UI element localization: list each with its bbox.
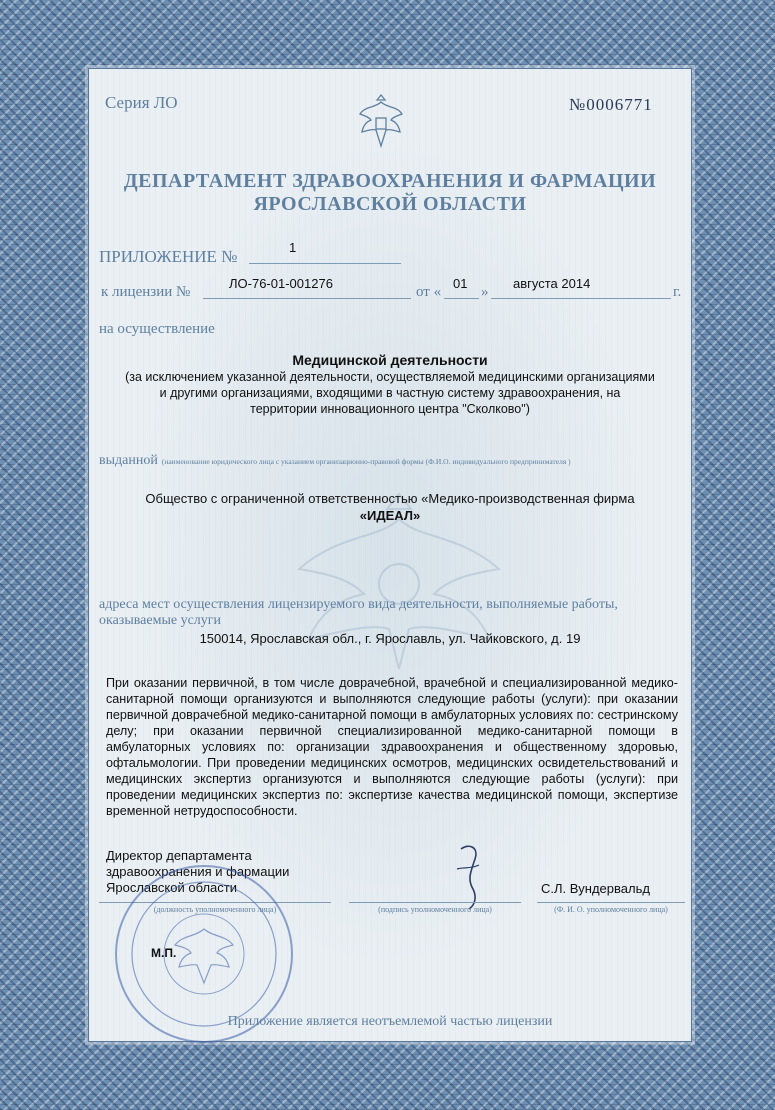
date-prefix: от « — [416, 284, 442, 300]
year-suffix: г. — [673, 284, 682, 300]
services-description: При оказании первичной, в том числе доврачебной, врачебной и специализированной медико-санитарной помощи организуются и выполняются следующие работы (услуги): при оказании первичной доврачебной медико-санитарной помощи в амбулаторных условиях по: сестринскому делу; при оказании первичной специализированной медико-санитарной помощи в амбулаторных условиях по: организации здравоохранения и общественному здоровью, офтальмологии. При проведении медицинских осмотров, медицинских освидетельствований и медицинских экспертиз организуются и выполняются следующие работы (услуги): при проведении медицинских экспертиз по: экспертизе качества медицинской помощи, экспертизе временной нетрудоспособности. — [106, 676, 678, 818]
organization-name-line2: «ИДЕАЛ» — [359, 508, 421, 523]
appendix-label: ПРИЛОЖЕНИЕ № — [99, 247, 238, 266]
signatory-name: С.Л. Вундервальд — [541, 881, 650, 896]
address-label: адреса мест осуществления лицензируемого вида деятельности, выполняемые работы, оказываемые услуги — [99, 597, 618, 628]
department-title-line1: ДЕПАРТАМЕНТ ЗДРАВООХРАНЕНИЯ И ФАРМАЦИИ — [123, 170, 657, 192]
activity-label: на осуществление — [99, 321, 215, 337]
caption-name: (Ф. И. О. уполномоченного лица) — [554, 905, 668, 914]
activity-note — [89, 369, 691, 417]
caption-position: (должность уполномоченного лица) — [153, 905, 277, 914]
activity-note-line3: территории инновационного центра "Сколково") — [250, 402, 530, 416]
license-month-year: августа 2014 — [513, 276, 591, 291]
activity-title: Медицинской деятельности — [292, 352, 488, 368]
organization-name — [89, 490, 691, 524]
series-label: Серия ЛО — [105, 93, 178, 112]
signatory-position-line1: Директор департамента — [106, 848, 252, 863]
license-day: 01 — [453, 276, 468, 291]
department-title-line2: ЯРОСЛАВСКОЙ ОБЛАСТИ — [253, 193, 527, 215]
activity-note-line1: (за исключением указанной деятельности, осуществляемой медицинскими организациями — [125, 370, 655, 384]
signatory-position-line2: здравоохранения и фармации — [106, 864, 290, 879]
seal-place-mark: М.П. — [151, 946, 177, 960]
license-label: к лицензии № — [101, 284, 191, 300]
caption-signature: (подпись уполномоченного лица) — [378, 905, 492, 914]
issued-hint: (наименование юридического лица с указанием организационно-правовой формы (Ф.И.О. индивидуального предпринимателя ) — [161, 457, 571, 466]
license-number: ЛО-76-01-001276 — [229, 276, 333, 291]
issued-to-block — [99, 454, 679, 467]
appendix-number: 1 — [289, 240, 297, 255]
document-body — [88, 68, 692, 1042]
coat-of-arms-icon — [357, 94, 405, 154]
activity-note-line2: и другими организациями, входящими в частную систему здравоохранения, на — [159, 386, 621, 400]
document-number: №0006771 — [569, 95, 653, 114]
signatory-position-line3: Ярославской области — [106, 880, 237, 895]
organization-name-line1: Общество с ограниченной ответственностью «Медико-производственная фирма — [145, 491, 635, 506]
footer-note: Приложение является неотъемлемой частью лицензии — [227, 1014, 553, 1029]
address-value: 150014, Ярославская обл., г. Ярославль, ул. Чайковского, д. 19 — [199, 631, 581, 646]
date-close: » — [481, 284, 489, 300]
issued-label: выданной — [99, 453, 158, 468]
